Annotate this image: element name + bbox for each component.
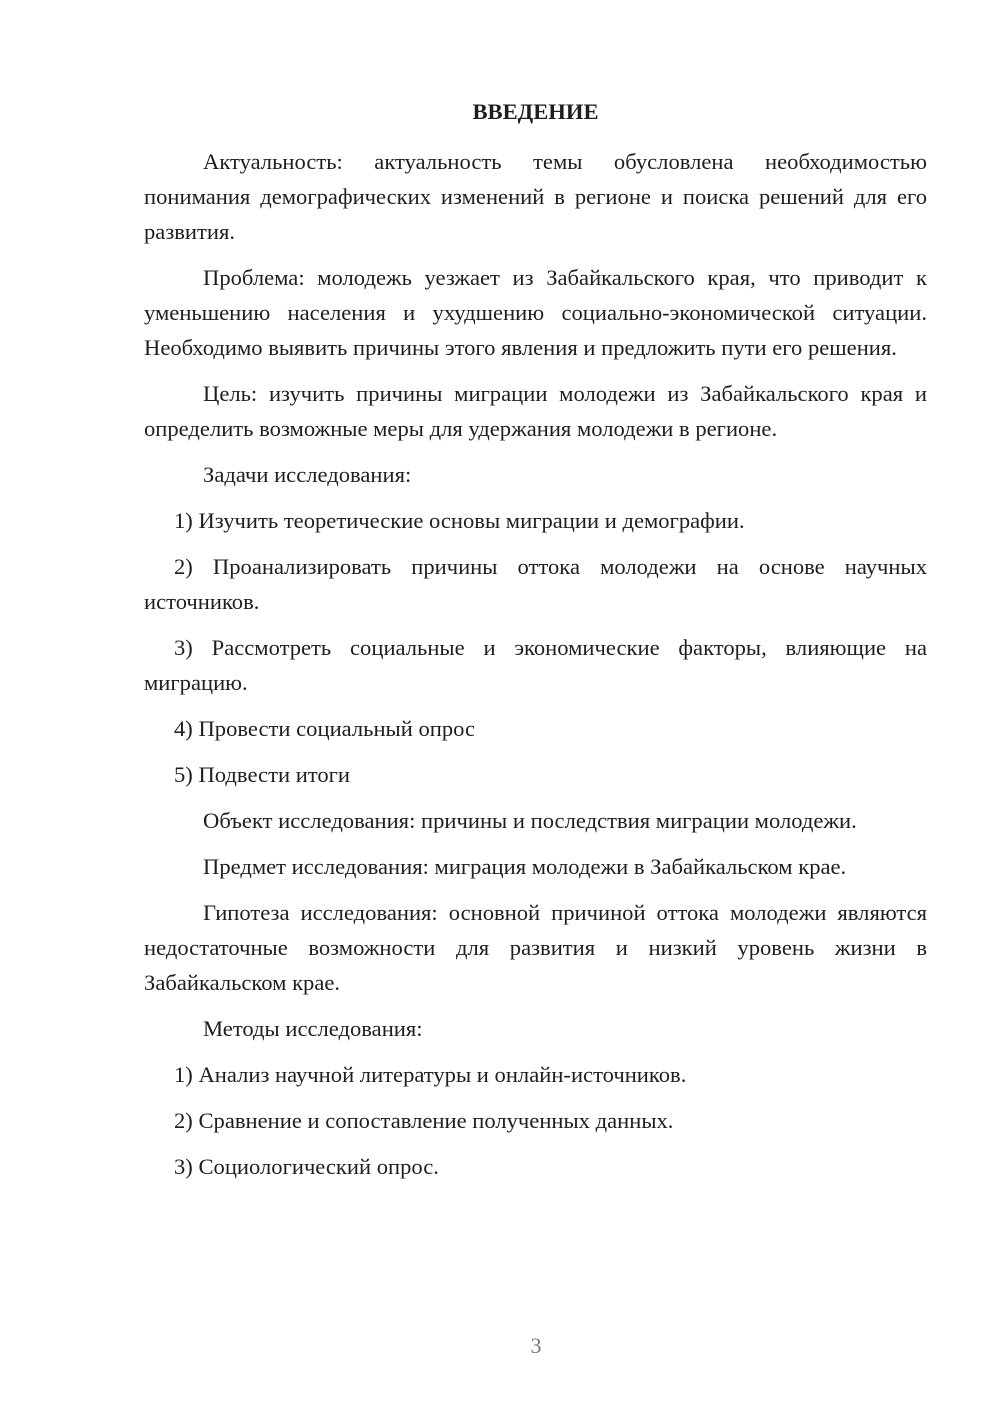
methods-heading: Методы исследования: (203, 1016, 423, 1041)
relevance-paragraph: Актуальность: актуальность темы обусловлена необходимостью понимания демографических изменений в регионе и поиска решений для его развития. (144, 149, 927, 244)
page-number (71, 1333, 1000, 1359)
task-item: 1) Изучить теоретические основы миграции и демографии. (174, 508, 745, 533)
goal-paragraph: Цель: изучить причины миграции молодежи из Забайкальского края и определить возможные меры для удержания молодежи в регионе. (144, 381, 927, 441)
task-item: 3) Рассмотреть социальные и экономические факторы, влияющие на миграцию. (144, 635, 927, 695)
method-item: 3) Социологический опрос. (174, 1154, 439, 1179)
hypothesis-paragraph: Гипотеза исследования: основной причиной оттока молодежи являются недостаточные возможности для развития и низкий уровень жизни в Забайкальском крае. (144, 900, 927, 995)
task-item: 2) Проанализировать причины оттока молодежи на основе научных источников. (144, 554, 927, 614)
tasks-heading: Задачи исследования: (203, 462, 412, 487)
object-paragraph: Объект исследования: причины и последствия миграции молодежи. (203, 808, 857, 833)
subject-paragraph: Предмет исследования: миграция молодежи в Забайкальском крае. (203, 854, 847, 879)
problem-paragraph: Проблема: молодежь уезжает из Забайкальского края, что приводит к уменьшению населения и ухудшению социально-экономической ситуации. Необходимо выявить причины этого явления и предложить пути его решения. (144, 265, 927, 360)
method-item: 2) Сравнение и сопоставление полученных данных. (174, 1108, 674, 1133)
page-number-text: 3 (530, 1333, 542, 1358)
method-item: 1) Анализ научной литературы и онлайн-источников. (174, 1062, 687, 1087)
page-title: ВВЕДЕНИЕ (472, 99, 599, 124)
task-item: 5) Подвести итоги (174, 762, 351, 787)
task-item: 4) Провести социальный опрос (174, 716, 476, 741)
page-content (144, 94, 927, 1195)
